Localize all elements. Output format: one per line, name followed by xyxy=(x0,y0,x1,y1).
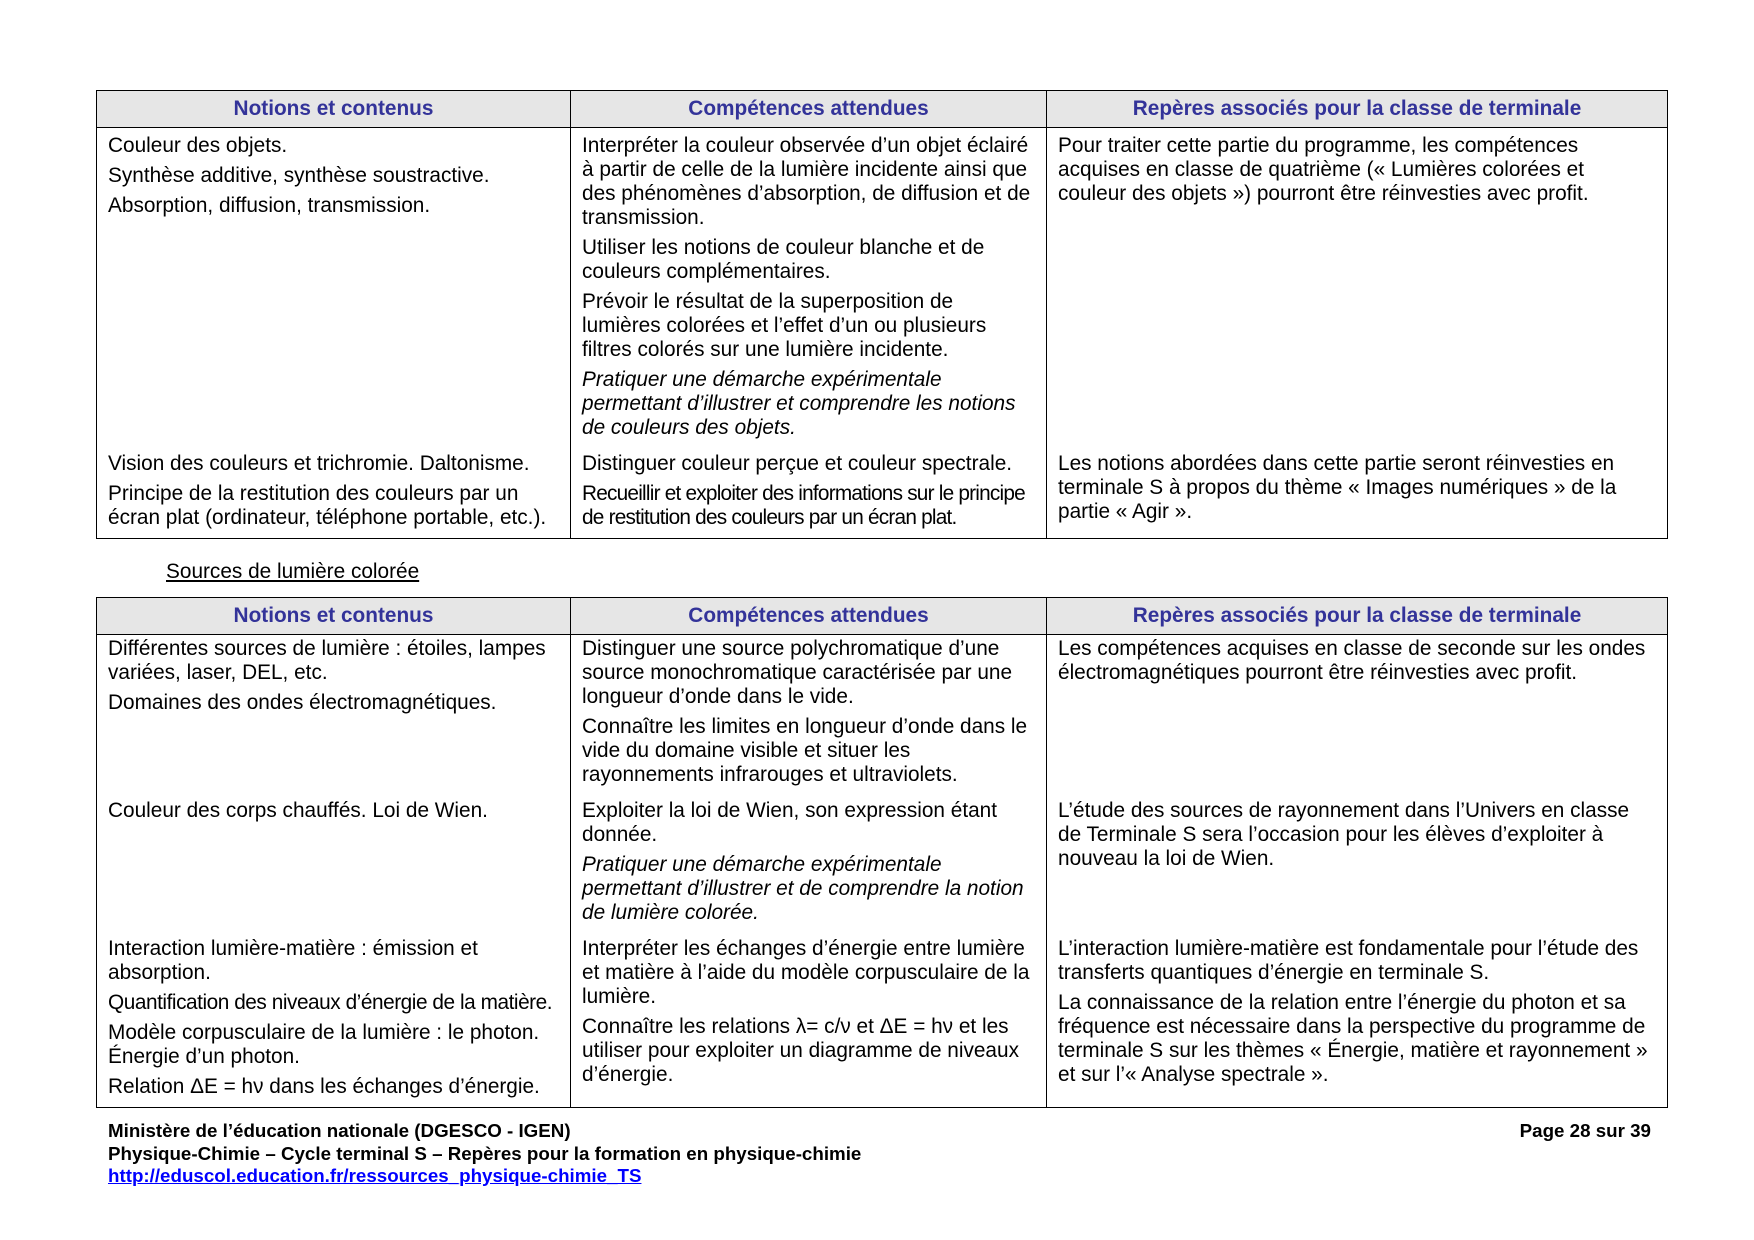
cell-paragraph: La connaissance de la relation entre l’énergie du photon et sa fréquence est nécessaire dans la perspective du programme de terminale S sur les thèmes « Énergie, matière et rayonnement » et sur l’« Analyse spectrale ». xyxy=(1058,991,1648,1086)
cell-paragraph-experimental: Pratiquer une démarche expérimentale permettant d’illustrer et de comprendre la notion de lumière colorée. xyxy=(582,853,1024,924)
section-title: Sources de lumière colorée xyxy=(166,560,420,583)
cell-paragraph-experimental: Pratiquer une démarche expérimentale permettant d’illustrer et comprendre les notions de couleurs des objets. xyxy=(582,368,1016,439)
cell-competences xyxy=(570,446,1046,538)
table-row xyxy=(97,446,1667,538)
table-row xyxy=(97,635,1667,793)
cell-notions xyxy=(97,128,570,446)
cell-paragraph: Exploiter la loi de Wien, son expression étant donnée. xyxy=(582,799,998,846)
cell-notions xyxy=(97,446,570,538)
cell-paragraph: Vision des couleurs et trichromie. Daltonisme. xyxy=(108,452,530,475)
footer-page-number: Page 28 sur 39 xyxy=(1519,1120,1651,1141)
cell-paragraph: Domaines des ondes électromagnétiques. xyxy=(108,691,497,714)
cell-paragraph: Pour traiter cette partie du programme, les compétences acquises en classe de quatrième (« Lumières colorées et couleur des objets ») pourront être réinvesties avec profit. xyxy=(1058,134,1589,205)
cell-paragraph: Connaître les limites en longueur d’onde dans le vide du domaine visible et situer les rayonnements infrarouges et ultraviolets. xyxy=(582,715,1028,786)
cell-paragraph: Absorption, diffusion, transmission. xyxy=(108,194,431,217)
cell-paragraph: Prévoir le résultat de la superposition de lumières colorées et l’effet d’un ou plusieurs filtres colorés sur une lumière incidente. xyxy=(582,290,987,361)
header-competences: Compétences attendues xyxy=(570,91,1046,127)
cell-paragraph: Principe de la restitution des couleurs par un écran plat (ordinateur, téléphone portable, etc.). xyxy=(108,482,547,529)
header-reperes: Repères associés pour la classe de terminale xyxy=(1046,91,1667,127)
cell-paragraph: Les notions abordées dans cette partie seront réinvesties en terminale S à propos du thème « Images numériques » de la partie « Agir ». xyxy=(1058,452,1617,523)
header-reperes: Repères associés pour la classe de terminale xyxy=(1046,598,1667,634)
footer-ministry: Ministère de l’éducation nationale (DGESCO - IGEN) xyxy=(108,1120,571,1141)
cell-paragraph: Différentes sources de lumière : étoiles, lampes variées, laser, DEL, etc. xyxy=(108,637,546,684)
footer-resources-link[interactable]: http://eduscol.education.fr/ressources_physique-chimie_TS xyxy=(108,1165,642,1186)
cell-paragraph: Synthèse additive, synthèse soustractive. xyxy=(108,164,490,187)
table-header-row xyxy=(97,91,1667,128)
table-row xyxy=(97,793,1667,931)
cell-competences xyxy=(570,793,1046,931)
cell-competences xyxy=(570,128,1046,446)
cell-notions xyxy=(97,793,570,931)
header-competences: Compétences attendues xyxy=(570,598,1046,634)
cell-paragraph: Couleur des corps chauffés. Loi de Wien. xyxy=(108,799,488,822)
program-table-couleur xyxy=(96,90,1668,539)
header-notions: Notions et contenus xyxy=(97,91,570,127)
cell-paragraph: Modèle corpusculaire de la lumière : le photon. Énergie d’un photon. xyxy=(108,1021,540,1068)
cell-reperes xyxy=(1046,635,1667,793)
cell-paragraph: Utiliser les notions de couleur blanche et de couleurs complémentaires. xyxy=(582,236,985,283)
cell-paragraph: L’étude des sources de rayonnement dans l’Univers en classe de Terminale S sera l’occasion pour les élèves d’exploiter à nouveau la loi de Wien. xyxy=(1058,799,1630,870)
cell-reperes xyxy=(1046,931,1667,1107)
cell-paragraph: Interpréter la couleur observée d’un objet éclairé à partir de celle de la lumière incidente ainsi que des phénomènes d’absorption, de diffusion et de transmission. xyxy=(582,134,1031,229)
cell-competences xyxy=(570,931,1046,1107)
cell-reperes xyxy=(1046,128,1667,446)
table-header-row xyxy=(97,598,1667,635)
cell-paragraph: Relation ΔE = hν dans les échanges d’énergie. xyxy=(108,1075,540,1098)
table-row xyxy=(97,128,1667,446)
cell-paragraph: L’interaction lumière-matière est fondamentale pour l’étude des transferts quantiques d’énergie en terminale S. xyxy=(1058,937,1639,984)
cell-reperes xyxy=(1046,446,1667,538)
cell-paragraph: Interaction lumière-matière : émission et absorption. xyxy=(108,937,478,984)
footer-subtitle: Physique-Chimie – Cycle terminal S – Repères pour la formation en physique-chimie xyxy=(108,1143,862,1164)
cell-notions xyxy=(97,635,570,793)
cell-paragraph: Distinguer couleur perçue et couleur spectrale. xyxy=(582,452,1013,475)
cell-notions xyxy=(97,931,570,1107)
table-row xyxy=(97,931,1667,1107)
program-table-sources xyxy=(96,597,1668,1108)
cell-paragraph: Connaître les relations λ= c/ν et ΔE = hν et les utiliser pour exploiter un diagramme de niveaux d’énergie. xyxy=(582,1015,1019,1086)
cell-paragraph: Couleur des objets. xyxy=(108,134,288,157)
cell-paragraph: Recueillir et exploiter des informations sur le principe de restitution des couleurs par un écran plat. xyxy=(582,482,1025,529)
cell-competences xyxy=(570,635,1046,793)
cell-paragraph: Interpréter les échanges d’énergie entre lumière et matière à l’aide du modèle corpusculaire de la lumière. xyxy=(582,937,1030,1008)
cell-reperes xyxy=(1046,793,1667,931)
cell-paragraph: Les compétences acquises en classe de seconde sur les ondes électromagnétiques pourront être réinvesties avec profit. xyxy=(1058,637,1646,684)
header-notions: Notions et contenus xyxy=(97,598,570,634)
cell-paragraph: Distinguer une source polychromatique d’une source monochromatique caractérisée par une longueur d’onde dans le vide. xyxy=(582,637,1013,708)
cell-paragraph: Quantification des niveaux d’énergie de la matière. xyxy=(108,991,553,1014)
